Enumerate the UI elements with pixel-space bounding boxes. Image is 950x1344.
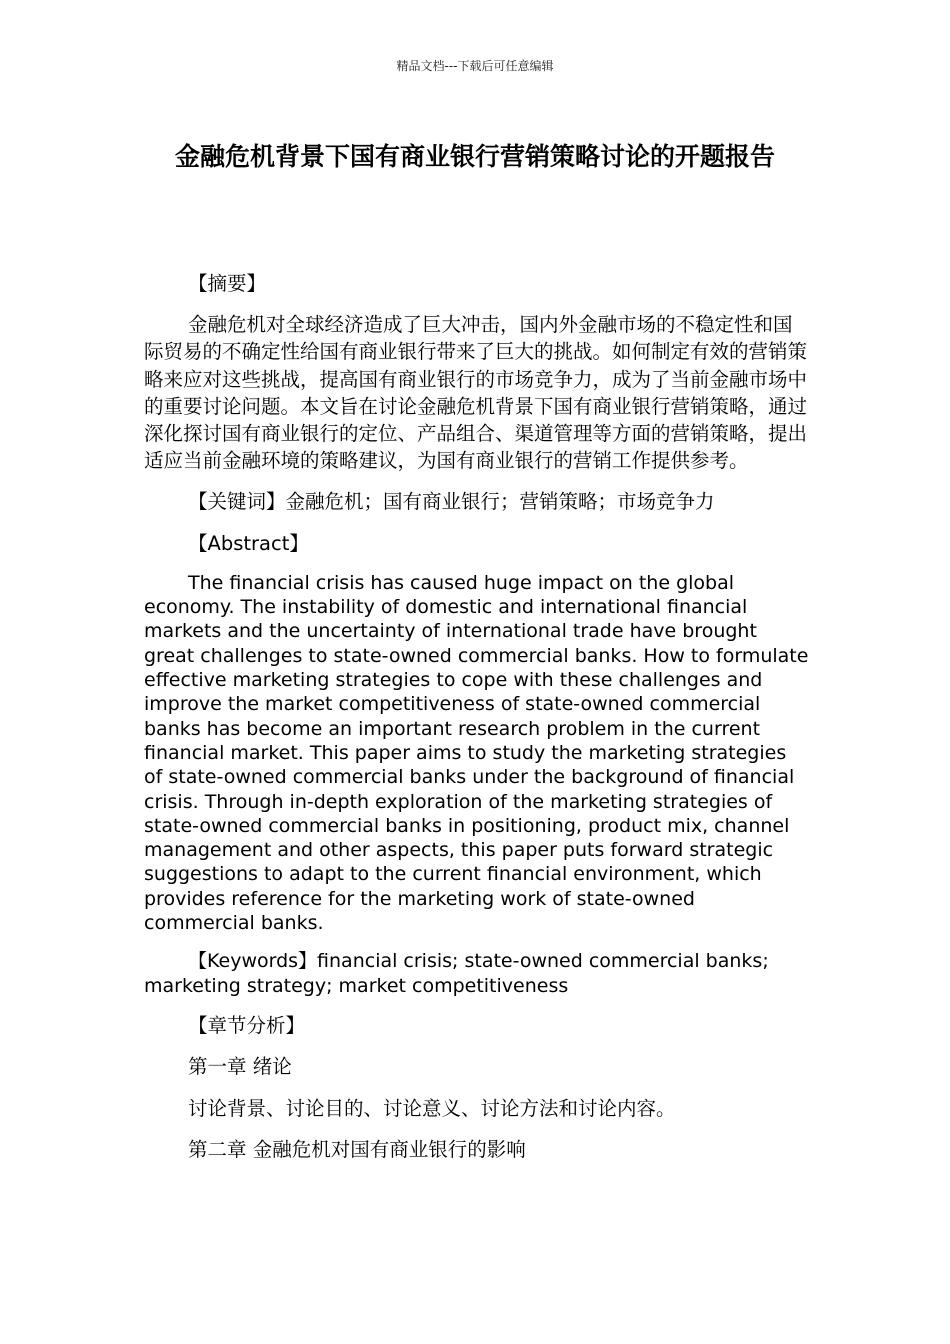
chapter2-title: 第二章 金融危机对国有商业银行的影响 xyxy=(188,1137,526,1161)
abstract-en-label: 【Abstract】 xyxy=(188,531,309,555)
page-header-note: 精品文档---下载后可任意编辑 xyxy=(396,59,554,73)
abstract-zh-text: 金融危机对全球经济造成了巨大冲击，国内外金融市场的不稳定性和国际贸易的不确定性给国有商业银行带来了巨大的挑战。如何制定有效的营销策略来应对这些挑战，提高国有商业银行的市场竞争力，成为了当前金融市场中的重要讨论问题。本文旨在讨论金融危机背景下国有商业银行营销策略，通过深化探讨国有商业银行的定位、产品组合、渠道管理等方面的营销策略，提出适应当前金融环境的策略建议，为国有商业银行的营销工作提供参考。 xyxy=(144,313,808,473)
abstract-en-text: The financial crisis has caused huge impact on the global economy. The instability of domestic and international financial markets and the uncertainty of international trade have brought great challenges to state-owned commercial banks. How to formulate effective marketing strategies to cope with these challenges and improve the market competitiveness of state-owned commercial banks has become an important research problem in the current financial market. This paper aims to study the marketing strategies of state-owned commercial banks under the background of financial crisis. Through in-depth exploration of the marketing strategies of state-owned commercial banks in positioning, product mix, channel management and other aspects, this paper puts forward strategic suggestions to adapt to the current financial environment, which provides reference for the marketing work of state-owned commercial banks. xyxy=(144,571,809,934)
document-title: 金融危机背景下国有商业银行营销策略讨论的开题报告 xyxy=(174,142,775,171)
chapter-analysis-label: 【章节分析】 xyxy=(188,1014,306,1038)
chapter1-content: 讨论背景、讨论目的、讨论意义、讨论方法和讨论内容。 xyxy=(188,1096,676,1120)
chapter1-title: 第一章 绪论 xyxy=(188,1055,292,1079)
keywords-zh: 【关键词】金融危机；国有商业银行；营销策略；市场竞争力 xyxy=(188,490,715,514)
keywords-en: 【Keywords】financial crisis; state-owned commercial banks; marketing strategy; market competitiveness xyxy=(144,950,769,997)
abstract-zh-label: 【摘要】 xyxy=(188,272,267,295)
document-body xyxy=(144,270,810,1177)
